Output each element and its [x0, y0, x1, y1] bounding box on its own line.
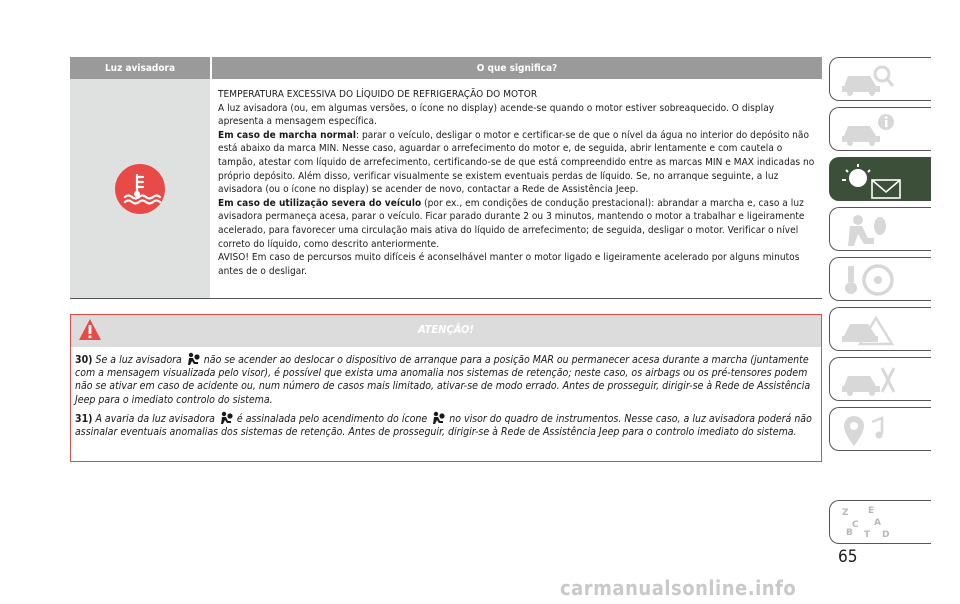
svg-text:E: E [868, 506, 875, 516]
warning-lights-icon [838, 162, 908, 200]
airbag-icon [186, 352, 200, 366]
steering-key-icon [838, 262, 898, 298]
tab-car-search[interactable] [829, 57, 931, 101]
car-search-icon [838, 62, 898, 98]
normal-driving-paragraph [218, 129, 822, 197]
tab-steering-key[interactable] [829, 257, 931, 301]
index-letters-icon [838, 505, 898, 541]
severe-use-label: Em caso de utilização severa do veículo [218, 197, 422, 209]
severe-use-text: (por ex., em condições de condução prestacional): abrandar a marcha e, caso a luz avisadora permaneça acesa, parar o veículo. Ficar parado durante 2 ou 3 minutos, mantendo o motor a trabalhar e ligeiramente acelerado, para favorecer uma circulação mais ativa do líquido de arrefecimento; de seguida, desligar o motor. Verificar o nível correto do líquido, como descrito anteriormente. [218, 197, 805, 250]
svg-text:B: B [846, 528, 853, 538]
tab-navigation-music[interactable] [829, 407, 931, 451]
item-number: 31) [75, 412, 93, 425]
svg-text:C: C [852, 520, 859, 530]
page-number: 65 [838, 547, 858, 567]
normal-driving-text: : parar o veículo, desligar o motor e certificar-se de que o nível da água no interior do depósito não está abaixo da marca MIN. Nesse caso, aguardar o arrefecimento do motor e, de seguida, abrir lentamente e com cautela o tampão, atestar com líquido de arrefecimento, certificando-se de que está compreendido entre as marcas MIN e MAX indicadas no próprio depósito. Além disso, verificar visualmente se existem eventuais perdas de líquido. Se, no arranque seguinte, a luz avisadora (ou o ícone no display) se acender de novo, contactar a Rede de Assistência Jeep. [218, 129, 815, 196]
item-number: 30) [75, 354, 93, 366]
car-info-icon [838, 112, 898, 148]
warning-title: TEMPERATURA EXCESSIVA DO LÍQUIDO DE REFRIGERAÇÃO DO MOTOR [218, 89, 538, 100]
item-text: não se acender ao deslocar o dispositivo de arranque para a posição MAR ou permanecer acesa durante a marcha (juntamente com a mensagem visualizada pelo visor), é possível que exista uma anomalia nos sistemas de retenção; neste caso, os airbags ou os pré-tensores podem não se ativar em caso de acidente ou, num número de casos mais limitado, ativar-se de modo errado. Antes de prosseguir, dirigir-se à Rede de Assistência Jeep para o imediato controlo do sistema. [75, 354, 811, 406]
normal-driving-label: Em caso de marcha normal [218, 129, 356, 141]
tab-index[interactable] [829, 500, 931, 544]
tab-car-info[interactable] [829, 107, 931, 151]
aviso-text: AVISO! Em caso de percursos muito difíceis é aconselhável manter o motor ligado e ligeiramente acelerado por alguns minutos antes de o desligar. [218, 252, 800, 277]
tab-car-tools[interactable] [829, 357, 931, 401]
airbag-seat-icon [838, 212, 898, 248]
svg-text:T: T [864, 530, 871, 540]
car-tools-icon [838, 362, 898, 398]
intro-text: A luz avisadora (ou, em algumas versões, o ícone no display) acende-se quando o motor estiver sobreaquecido. O display apresenta a mensagem específica. [218, 102, 775, 128]
svg-text:Z: Z [842, 508, 849, 518]
airbag-icon [219, 411, 233, 425]
severe-use-paragraph [218, 197, 822, 251]
item-text: A avaria da luz avisadora [95, 412, 215, 425]
coolant-temperature-icon [114, 163, 166, 215]
navigation-music-icon [838, 412, 898, 452]
warning-title-text: ATENÇÃO! [418, 323, 474, 336]
svg-text:A: A [874, 518, 881, 528]
item-text: Se a luz avisadora [95, 354, 182, 366]
warning-header [71, 315, 821, 347]
warning-item-31 [75, 411, 817, 439]
table-header [70, 57, 822, 79]
warning-box [70, 314, 822, 462]
lamp-cell [70, 79, 210, 298]
header-warning-light: Luz avisadora [104, 62, 176, 74]
item-text: é assinalada pelo acendimento do ícone [236, 412, 428, 425]
tab-airbag-seat[interactable] [829, 207, 931, 251]
item-text: no visor do quadro de instrumentos. Nesse caso, a luz avisadora poderá não assinalar eventuais anomalias dos sistemas de retenção. Antes de prosseguir, dirigir-se à Rede de Assistência Jeep para o controlo imediato do sistema. [75, 412, 812, 439]
description-cell [210, 79, 822, 298]
tab-car-accident[interactable] [829, 307, 931, 351]
car-accident-icon [838, 312, 898, 348]
watermark: carmanualsonline.info [560, 576, 797, 600]
warning-body [71, 347, 821, 439]
warning-item-30 [75, 352, 817, 407]
tab-warning-lights[interactable] [829, 157, 931, 201]
header-meaning: O que significa? [210, 57, 822, 79]
svg-text:D: D [882, 530, 890, 540]
table-row [70, 79, 822, 299]
warning-light-table [70, 57, 822, 299]
airbag-icon [431, 411, 445, 425]
